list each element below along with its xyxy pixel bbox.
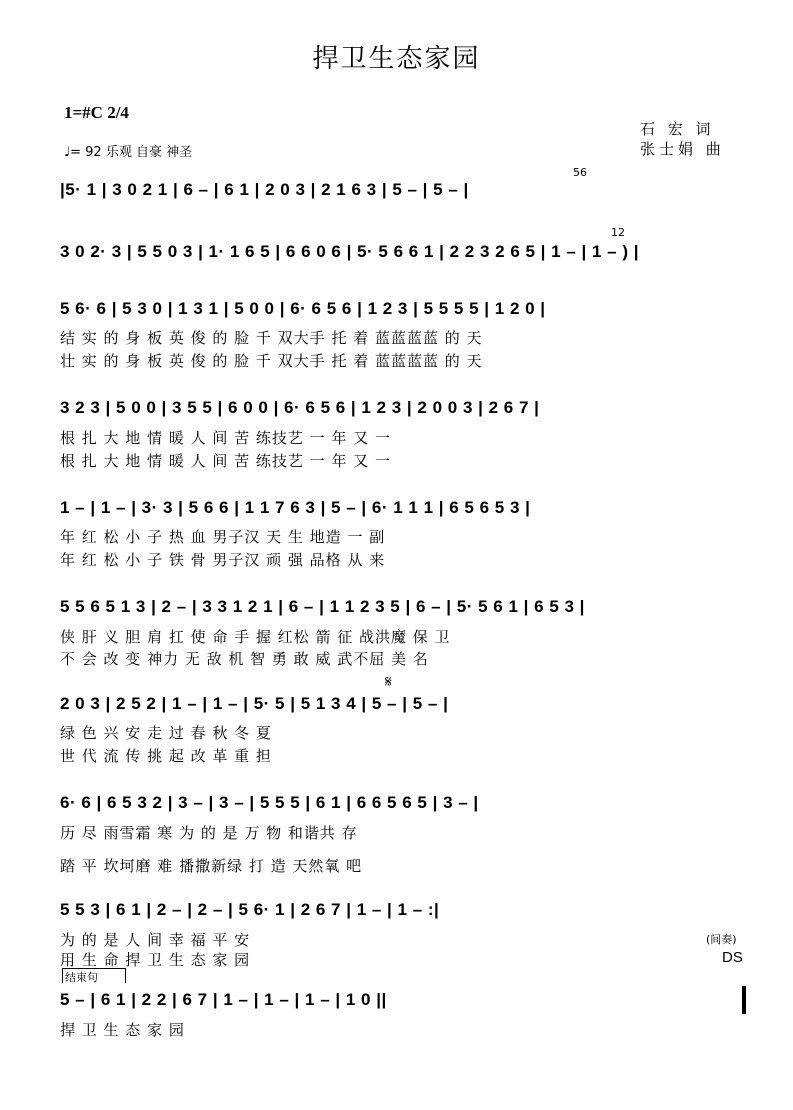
score-line-7: 2 0 3 | 2 5 2 | 1 – | 1 – | 5· 5 | 5 1 3 4 | 5 – | 5 – | [60,694,449,713]
score-line-5: 1 – | 1 – | 3· 3 | 5 6 6 | 1 1 7 6 3 | 5 – | 6· 1 1 1 | 6 5 6 5 3 | [60,498,531,517]
lyric-line-7b: 世 代 流 传 挑 起 改 革 重 担 [60,747,272,765]
ds-mark: DS [722,949,743,966]
lyricist-credit: 石 宏 词 [640,120,715,138]
tempo-marking: ♩= 92 乐观 自豪 神圣 [64,145,193,160]
lyric-line-6b: 不 会 改 变 神力 无 敌 机 智 勇 敢 威 武不屈 美 名 [60,650,429,668]
lyric-line-3b: 壮 实 的 身 板 英 俊 的 脸 千 双大手 托 着 蓝蓝蓝蓝 的 天 [60,352,483,370]
composer-credit: 张士娟 曲 [640,140,725,158]
score-line-10: 5 – | 6 1 | 2 2 | 6 7 | 1 – | 1 – | 1 – | 1 0 || [60,990,387,1009]
score-line-6: 5 5 6 5 1 3 | 2 – | 3 3 1 2 1 | 6 – | 1 1 2 3 5 | 6 – | 5· 5 6 1 | 6 5 3 | [60,597,585,616]
score-line-4: 3 2 3 | 5 0 0 | 3 5 5 | 6 0 0 | 6· 6 5 6 | 1 2 3 | 2 0 0 3 | 2 6 7 | [60,398,540,417]
lyric-line-4b: 根 扎 大 地 情 暖 人 间 苦 练技艺 一 年 又 一 [60,452,391,470]
lyric-line-3a: 结 实 的 身 板 英 俊 的 脸 千 双大手 托 着 蓝蓝蓝蓝 的 天 [60,329,483,347]
lyric-line-5a: 年 红 松 小 子 热 血 男子汉 天 生 地造 一 副 [60,528,386,546]
score-line-3: 5 6· 6 | 5 3 0 | 1 3 1 | 5 0 0 | 6· 6 5 6 | 1 2 3 | 5 5 5 5 | 1 2 0 | [60,299,546,318]
segno-icon: 𝄋 [385,672,392,691]
score-line-1: |5· 1 | 3 0 2 1 | 6 – | 6 1 | 2 0 3 | 2 1 6 3 | 5 – | 5 – | [60,180,469,199]
score-line-2: 3 0 2· 3 | 5 5 0 3 | 1· 1 6 5 | 6 6 0 6 | 5· 5 6 6 1 | 2 2 3 2 6 5 | 1 – | 1 – ) | [60,242,639,261]
lyric-line-8b: 踏 平 坎坷磨 难 播撒新绿 打 造 天然氧 吧 [60,857,363,875]
key-signature: 1=#C 2/4 [64,103,129,122]
score-line-9: 5 5 3 | 6 1 | 2 – | 2 – | 5 6· 1 | 2 6 7 | 1 – | 1 – :| [60,900,440,919]
lyric-line-5b: 年 红 松 小 子 铁 骨 男子汉 顽 强 品格 从 来 [60,551,386,569]
lyric-line-4a: 根 扎 大 地 情 暖 人 间 苦 练技艺 一 年 又 一 [60,429,391,447]
lyric-line-7a: 绿 色 兴 安 走 过 春 秋 冬 夏 [60,724,272,742]
song-title: 捍卫生态家园 [312,44,481,74]
interlude-mark: (间奏) [706,933,737,946]
volta-mark-12: 12 [611,226,625,239]
ending-label: 结束句 [62,968,126,983]
lyric-line-10: 捍 卫 生 态 家 园 [60,1021,185,1039]
lyric-line-9b: 用 生 命 捍 卫 生 态 家 园 [60,951,251,969]
lyric-line-8a: 历 尽 雨雪霜 寒 为 的 是 万 物 和谐共 存 [60,824,358,842]
lyric-line-9a: 为 的 是 人 间 幸 福 平 安 [60,931,251,949]
final-barline [742,986,746,1014]
lyric-line-6a: 侠 肝 义 胆 肩 扛 使 命 手 握 红松 箭 征 战洪魔 保 卫 [60,628,451,646]
score-line-8: 6· 6 | 6 5 3 2 | 3 – | 3 – | 5 5 5 | 6 1 | 6 6 5 6 5 | 3 – | [60,793,479,812]
volta-mark-56: 56 [573,166,587,179]
